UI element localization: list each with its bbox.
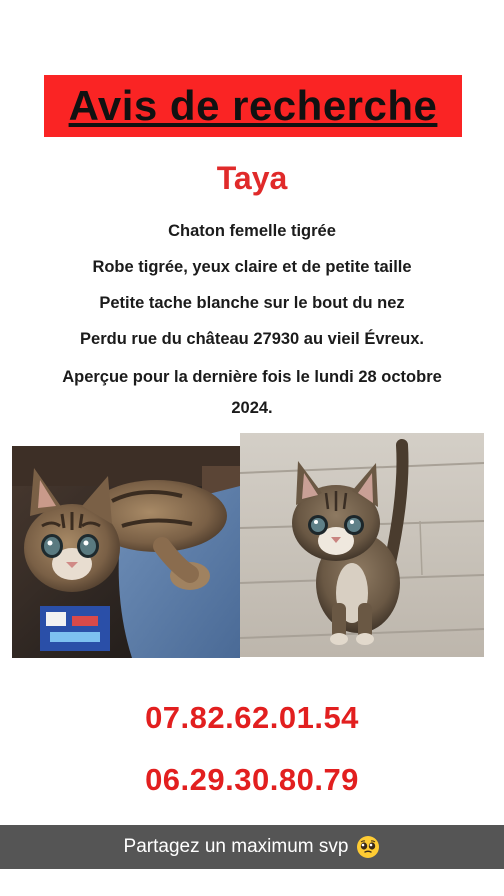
description-line: Chaton femelle tigrée xyxy=(168,222,336,240)
share-caption-text: Partagez un maximum svp xyxy=(123,836,349,857)
description-line: 2024. xyxy=(231,399,273,417)
title-banner xyxy=(44,75,462,137)
poster-title: Avis de recherche xyxy=(68,82,438,129)
cat-name: Taya xyxy=(216,160,288,196)
phone-number-2[interactable]: 06.29.30.80.79 xyxy=(145,762,359,797)
share-caption-bar xyxy=(0,825,504,869)
pleading-face-icon xyxy=(356,835,380,859)
description-line: Robe tigrée, yeux claire et de petite taille xyxy=(92,258,412,276)
description-line: Perdu rue du château 27930 au vieil Évreux. xyxy=(80,330,424,348)
kitten-photo-right xyxy=(240,433,484,657)
description-line: Petite tache blanche sur le bout du nez xyxy=(99,294,405,312)
phone-number-1[interactable]: 07.82.62.01.54 xyxy=(145,700,359,735)
description-line: Aperçue pour la dernière fois le lundi 28 octobre xyxy=(62,368,442,386)
kitten-photo-left xyxy=(12,446,240,658)
